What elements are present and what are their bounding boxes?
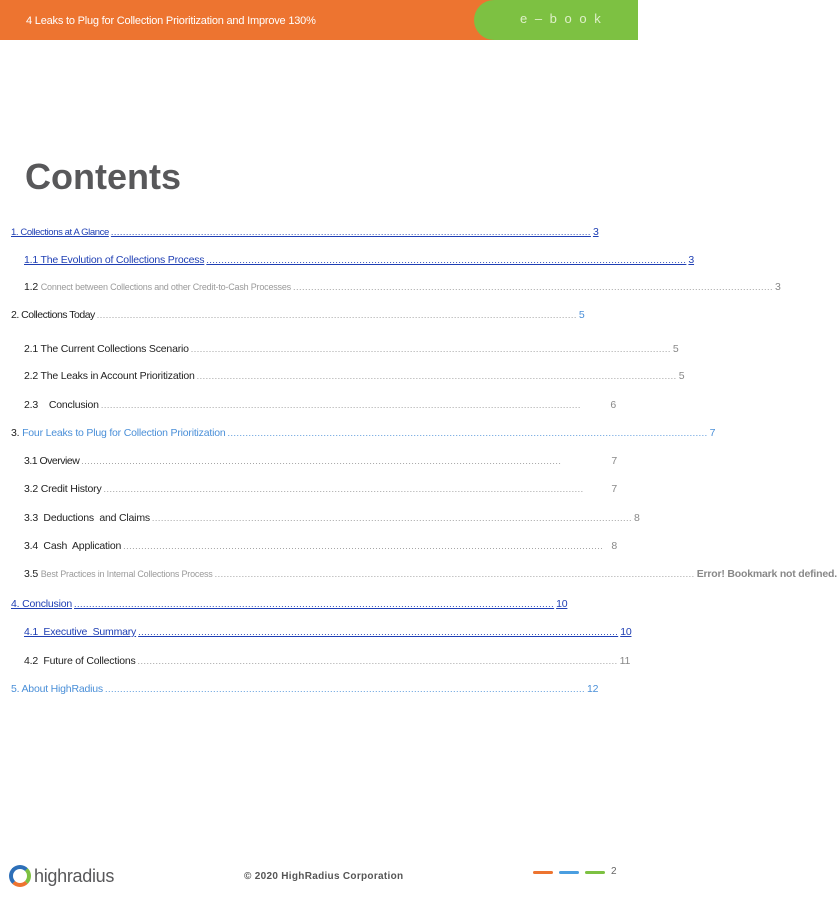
toc-entry-2-2[interactable] [24,370,685,382]
toc-entry-number: 3.5 [24,568,38,580]
toc-leader-dots: ................................................................................................................................................................ [214,569,695,579]
toc-entry-label-wrap [24,568,213,580]
toc-entry-2[interactable] [11,309,585,321]
toc-entry-4-2[interactable] [24,655,631,667]
ebook-tab [474,0,638,40]
toc-entry-label[interactable]: 3.4 Cash Application [24,540,122,552]
toc-leader-dots: ................................................................................................................................................................ [110,227,591,237]
toc-page-number[interactable]: 8 [611,540,617,552]
toc-leader-dots: ................................................................................................................................................................ [104,684,586,694]
toc-entry-5[interactable] [11,683,599,695]
toc-entry-3-3[interactable] [24,512,640,524]
toc-entry-label[interactable]: Four Leaks to Plug for Collection Prioritization [22,427,226,439]
toc-leader-dots: ................................................................................................................................................................ [227,428,708,438]
toc-entry-3-2[interactable] [24,483,617,495]
footer-accent-dash-green [585,871,605,874]
toc-page-number[interactable]: 7 [611,483,617,495]
toc-entry-label[interactable]: 4.2 Future of Collections [24,655,136,667]
contents-heading: Contents [25,156,181,197]
toc-page-number[interactable]: 6 [610,399,616,411]
header-bar [0,0,512,40]
toc-page-number[interactable]: Error! Bookmark not defined. [696,568,837,580]
copyright-notice: © 2020 HighRadius Corporation [244,871,404,882]
toc-entry-label[interactable]: 1.1 The Evolution of Collections Process [24,254,205,266]
toc-entry-label[interactable]: 1. Collections at A Glance [11,227,109,238]
toc-entry-3-5[interactable] [24,568,837,580]
toc-page-number[interactable]: 7 [709,427,716,439]
toc-leader-dots: ................................................................................................................................................................ [81,456,562,466]
document-title: 4 Leaks to Plug for Collection Prioritization and Improve 130% [26,15,316,27]
page-number: 2 [611,866,617,877]
toc-page-number[interactable]: 5 [678,370,685,382]
toc-entry-3-4[interactable] [24,540,617,552]
toc-entry-label[interactable]: 2. Collections Today [11,309,95,321]
toc-entry-2-1[interactable] [24,343,679,355]
footer-accent-dash-orange [533,871,553,874]
toc-leader-dots: ................................................................................................................................................................ [123,541,604,551]
toc-leader-dots: ................................................................................................................................................................ [292,282,774,292]
toc-entry-label[interactable]: 4.1 Executive Summary [24,626,137,638]
toc-leader-dots: ................................................................................................................................................................ [103,484,584,494]
toc-page-number[interactable]: 7 [611,455,617,467]
toc-leader-dots: ................................................................................................................................................................ [96,310,577,320]
toc-entry-label[interactable]: Connect between Collections and other Credit-to-Cash Processes [40,282,291,292]
highradius-logo-icon [9,865,31,887]
toc-page-number[interactable]: 10 [556,598,568,610]
toc-leader-dots: ................................................................................................................................................................ [196,371,677,381]
toc-entry-label[interactable]: 4. Conclusion [11,598,73,610]
toc-entry-label[interactable]: 2.3 Conclusion [24,399,99,411]
ebook-label: e – b o o k [520,11,603,26]
toc-page-number[interactable]: 12 [587,683,599,695]
toc-entry-label[interactable]: 2.2 The Leaks in Account Prioritization [24,370,195,382]
toc-leader-dots: ................................................................................................................................................................ [74,599,555,609]
footer-accent-dash-blue [559,871,579,874]
toc-page-number[interactable]: 11 [619,655,631,667]
toc-leader-dots: ................................................................................................................................................................ [138,627,619,637]
toc-entry-label[interactable]: 3.3 Deductions and Claims [24,512,150,524]
toc-leader-dots: ................................................................................................................................................................ [206,255,687,265]
toc-entry-4[interactable] [11,598,568,610]
toc-entry-1-1[interactable] [24,254,695,266]
toc-leader-dots: ................................................................................................................................................................ [190,344,671,354]
toc-entry-label-wrap [24,281,291,293]
toc-entry-label[interactable]: 3.2 Credit History [24,483,102,495]
toc-leader-dots: ................................................................................................................................................................ [137,656,618,666]
toc-page-number[interactable]: 10 [620,626,632,638]
toc-entry-3[interactable] [11,427,716,439]
toc-page-number[interactable]: 5 [672,343,679,355]
toc-entry-3-1[interactable] [24,455,617,467]
toc-entry-label-wrap [11,427,226,439]
toc-leader-dots: ................................................................................................................................................................ [151,513,632,523]
toc-page-number[interactable]: 5 [578,309,585,321]
toc-entry-label[interactable]: Best Practices in Internal Collections Process [40,569,213,579]
toc-entry-2-3[interactable] [24,399,616,411]
toc-entry-1-2[interactable] [24,281,781,293]
toc-entry-label[interactable]: 3.1 Overview [24,455,80,467]
page-header [0,0,638,40]
highradius-logo [9,864,114,888]
toc-leader-dots: ................................................................................................................................................................ [100,400,581,410]
logo-wordmark: highradius [34,865,115,886]
toc-entry-label[interactable]: 5. About HighRadius [11,683,103,695]
toc-entry-number: 3. [11,427,20,439]
toc-entry-label[interactable]: 2.1 The Current Collections Scenario [24,343,189,355]
toc-page-number[interactable]: 8 [634,512,640,524]
toc-entry-number: 1.2 [24,281,38,293]
toc-entry-4-1[interactable] [24,626,632,638]
toc-page-number[interactable]: 3 [688,254,695,266]
toc-page-number[interactable]: 3 [592,226,599,238]
toc-entry-1[interactable] [11,226,599,238]
toc-page-number[interactable]: 3 [775,281,781,293]
